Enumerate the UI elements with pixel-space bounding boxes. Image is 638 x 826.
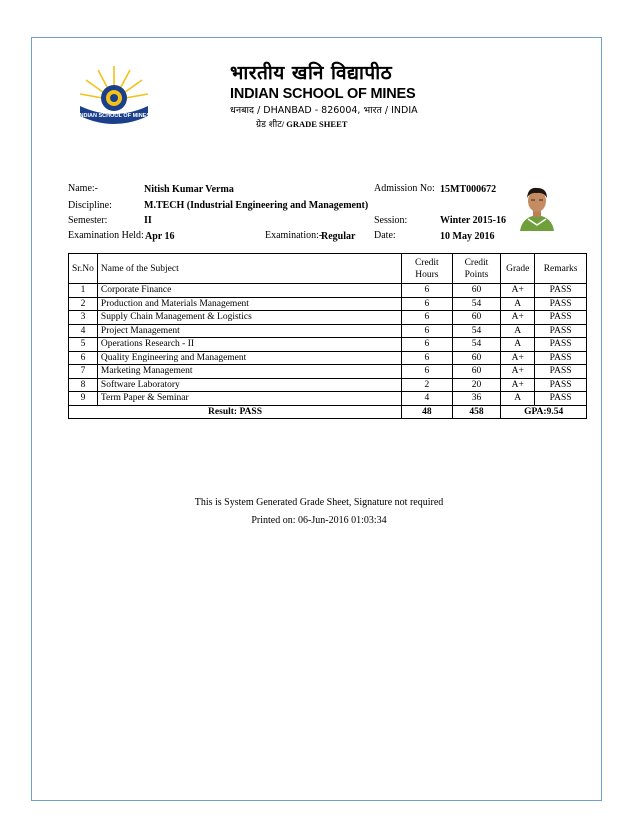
cell-hours: 6 bbox=[402, 351, 453, 365]
cell-points: 36 bbox=[452, 392, 501, 406]
cell-sr: 1 bbox=[69, 284, 98, 298]
cell-hours: 4 bbox=[402, 392, 453, 406]
semester-value: II bbox=[144, 215, 152, 226]
name-value: Nitish Kumar Verma bbox=[144, 184, 234, 195]
svg-text:INDIAN SCHOOL OF MINES: INDIAN SCHOOL OF MINES bbox=[77, 113, 151, 119]
table-row bbox=[69, 392, 587, 406]
cell-remarks: PASS bbox=[535, 338, 587, 352]
cell-grade: A+ bbox=[501, 351, 535, 365]
cell-points: 54 bbox=[452, 338, 501, 352]
cell-subject: Marketing Management bbox=[97, 365, 401, 379]
table-row bbox=[69, 284, 587, 298]
cell-points: 60 bbox=[452, 311, 501, 325]
cell-sr: 8 bbox=[69, 378, 98, 392]
col-credit-points: Credit Points bbox=[452, 254, 501, 284]
cell-sr: 3 bbox=[69, 311, 98, 325]
cell-subject: Production and Materials Management bbox=[97, 297, 401, 311]
col-credit-hours: Credit Hours bbox=[402, 254, 453, 284]
grades-table bbox=[68, 253, 587, 419]
exam-held-value: Apr 16 bbox=[145, 231, 175, 242]
gpa-value: GPA:9.54 bbox=[501, 405, 587, 419]
name-label: Name:- bbox=[68, 183, 98, 194]
cell-sr: 4 bbox=[69, 324, 98, 338]
date-value: 10 May 2016 bbox=[440, 231, 495, 242]
cell-grade: A+ bbox=[501, 365, 535, 379]
cell-subject: Software Laboratory bbox=[97, 378, 401, 392]
cell-sr: 5 bbox=[69, 338, 98, 352]
cell-subject: Term Paper & Seminar bbox=[97, 392, 401, 406]
col-remarks: Remarks bbox=[535, 254, 587, 284]
discipline-value: M.TECH (Industrial Engineering and Management) bbox=[144, 200, 369, 211]
cell-hours: 6 bbox=[402, 365, 453, 379]
table-row bbox=[69, 365, 587, 379]
cell-remarks: PASS bbox=[535, 365, 587, 379]
session-label: Session: bbox=[374, 215, 408, 226]
cell-subject: Operations Research - II bbox=[97, 338, 401, 352]
semester-label: Semester: bbox=[68, 215, 108, 226]
document-title-hindi: ग्रेड शीट bbox=[256, 120, 282, 130]
cell-grade: A+ bbox=[501, 378, 535, 392]
cell-points: 20 bbox=[452, 378, 501, 392]
cell-subject: Quality Engineering and Management bbox=[97, 351, 401, 365]
session-value: Winter 2015-16 bbox=[440, 215, 507, 226]
cell-points: 60 bbox=[452, 365, 501, 379]
cell-hours: 6 bbox=[402, 284, 453, 298]
result-row bbox=[69, 405, 587, 419]
col-grade: Grade bbox=[501, 254, 535, 284]
school-logo bbox=[76, 62, 152, 130]
admission-value: 15MT000672 bbox=[440, 184, 497, 195]
cell-grade: A bbox=[501, 392, 535, 406]
institution-address: धनबाद / DHANBAD - 826004, भारत / INDIA bbox=[230, 105, 418, 116]
exam-type-label: Examination:- bbox=[265, 230, 323, 241]
cell-subject: Corporate Finance bbox=[97, 284, 401, 298]
total-credit-hours: 48 bbox=[402, 405, 453, 419]
system-generated-note: This is System Generated Grade Sheet, Signature not required bbox=[194, 497, 444, 508]
table-row bbox=[69, 311, 587, 325]
col-subject: Name of the Subject bbox=[97, 254, 401, 284]
table-row bbox=[69, 338, 587, 352]
cell-subject: Project Management bbox=[97, 324, 401, 338]
table-row bbox=[69, 297, 587, 311]
cell-grade: A bbox=[501, 297, 535, 311]
student-photo bbox=[516, 181, 558, 231]
cell-sr: 9 bbox=[69, 392, 98, 406]
result-label: Result: PASS bbox=[69, 405, 402, 419]
exam-type-value: Regular bbox=[321, 231, 356, 242]
cell-remarks: PASS bbox=[535, 324, 587, 338]
cell-hours: 2 bbox=[402, 378, 453, 392]
table-row bbox=[69, 378, 587, 392]
date-label: Date: bbox=[374, 230, 396, 241]
cell-remarks: PASS bbox=[535, 297, 587, 311]
cell-remarks: PASS bbox=[535, 392, 587, 406]
printed-on: Printed on: 06-Jun-2016 01:03:34 bbox=[251, 515, 387, 526]
cell-hours: 6 bbox=[402, 324, 453, 338]
cell-sr: 2 bbox=[69, 297, 98, 311]
cell-remarks: PASS bbox=[535, 378, 587, 392]
cell-remarks: PASS bbox=[535, 351, 587, 365]
exam-held-label: Examination Held: bbox=[68, 230, 144, 241]
cell-points: 54 bbox=[452, 324, 501, 338]
cell-hours: 6 bbox=[402, 311, 453, 325]
cell-points: 60 bbox=[452, 351, 501, 365]
institution-name-hindi: भारतीय खनि विद्यापीठ bbox=[230, 62, 393, 84]
cell-sr: 7 bbox=[69, 365, 98, 379]
total-credit-points: 458 bbox=[452, 405, 501, 419]
cell-grade: A bbox=[501, 324, 535, 338]
cell-hours: 6 bbox=[402, 297, 453, 311]
table-header-row bbox=[69, 254, 587, 284]
cell-grade: A+ bbox=[501, 284, 535, 298]
cell-hours: 6 bbox=[402, 338, 453, 352]
discipline-label: Discipline: bbox=[68, 200, 112, 211]
cell-remarks: PASS bbox=[535, 311, 587, 325]
cell-points: 60 bbox=[452, 284, 501, 298]
institution-name: INDIAN SCHOOL OF MINES bbox=[230, 86, 416, 102]
cell-grade: A bbox=[501, 338, 535, 352]
cell-points: 54 bbox=[452, 297, 501, 311]
cell-subject: Supply Chain Management & Logistics bbox=[97, 311, 401, 325]
table-row bbox=[69, 324, 587, 338]
document-title bbox=[256, 118, 430, 131]
page-frame bbox=[31, 37, 602, 801]
document-title-english: / GRADE SHEET bbox=[281, 119, 348, 129]
cell-remarks: PASS bbox=[535, 284, 587, 298]
admission-label: Admission No: bbox=[374, 183, 435, 194]
col-srno: Sr.No bbox=[69, 254, 98, 284]
table-row bbox=[69, 351, 587, 365]
institution-header bbox=[230, 62, 430, 131]
cell-sr: 6 bbox=[69, 351, 98, 365]
cell-grade: A+ bbox=[501, 311, 535, 325]
